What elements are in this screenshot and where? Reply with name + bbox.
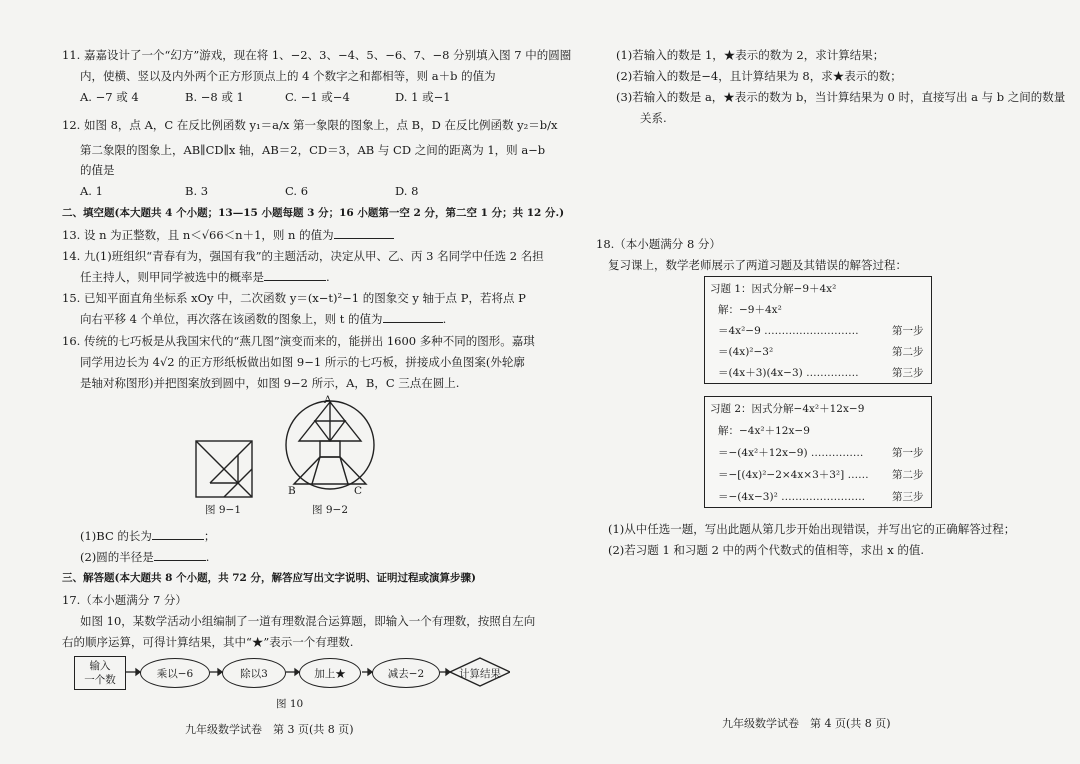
fig9-2-caption: 图 9−2 (312, 504, 348, 516)
ex1-step3: 第三步 (892, 367, 924, 379)
q12-line2: 第二象限的图象上，AB∥CD∥x 轴，AB＝2，CD＝3，AB 与 CD 之间的距离为 1，则 a−b (80, 143, 546, 157)
q12-option-a: A. 1 (80, 184, 103, 198)
q11-option-b: B. −8 或 1 (185, 90, 244, 104)
page4-footer: 九年级数学试卷 第 4 页(共 8 页) (722, 717, 891, 730)
q17-sub3-cont: 关系. (640, 111, 667, 125)
section2-heading: 二、填空题(本大题共 4 个小题；13—15 小题每题 3 分；16 小题第一空 2 分，第二空 1 分；共 12 分.) (62, 207, 565, 219)
q16-line1: 16. 传统的七巧板是从我国宋代的“燕几图”演变而来的，能拼出 1600 多种不同的图形。嘉琪 (62, 334, 535, 348)
point-a-label: A (324, 394, 332, 406)
q16-sub2: (2)圆的半径是 . (80, 550, 210, 564)
ex2-title: 习题 2：因式分解−4x²＋12x−9 (710, 403, 865, 415)
q17-line1: 如图 10，某数学活动小组编制了一道有理数混合运算题，即输入一个有理数，按照自左向 (80, 614, 536, 628)
ex2-line1: 解：−4x²＋12x−9 (718, 425, 810, 437)
q15-line1: 15. 已知平面直角坐标系 xOy 中，二次函数 y＝(x−t)²−1 的图象交 y 轴于点 P，若将点 P (62, 291, 526, 305)
q12-line1: 12. 如图 8，点 A，C 在反比例函数 y₁＝a/x 第一象限的图象上，点 B，D 在反比例函数 y₂＝b/x (62, 118, 558, 132)
flow-input-line2: 一个数 (84, 674, 116, 686)
fish-in-circle-figure (282, 396, 382, 496)
q17-line2: 右的顺序运算，可得计算结果，其中“★”表示一个有理数. (62, 635, 354, 649)
q17-sub1: (1)若输入的数是 1，★表示的数为 2，求计算结果； (616, 48, 885, 62)
q18-heading: 18.（本小题满分 8 分） (596, 237, 721, 251)
q18-intro: 复习课上，数学老师展示了两道习题及其错误的解答过程： (608, 258, 907, 272)
q16-sub1: (1)BC 的长为 ； (80, 529, 216, 543)
q11-option-c: C. −1 或−4 (285, 90, 350, 104)
q18-sub2: (2)若习题 1 和习题 2 中的两个代数式的值相等，求出 x 的值. (608, 543, 924, 557)
flow-result: 计算结果 (459, 668, 501, 680)
flow-add-star: 加上★ (299, 658, 361, 688)
q11-option-d: D. 1 或−1 (395, 90, 451, 104)
flow-divide: 除以3 (222, 658, 286, 688)
ex2-line4: ＝−(4x−3)² …………………… (718, 491, 866, 503)
flow-subtract: 减去−2 (372, 658, 440, 688)
flow-input-box (74, 656, 126, 690)
page3-footer: 九年级数学试卷 第 3 页(共 8 页) (185, 723, 354, 736)
ex2-step1: 第一步 (892, 447, 924, 459)
ex1-title: 习题 1：因式分解−9＋4x² (710, 283, 837, 295)
section3-heading: 三、解答题(本大题共 8 个小题，共 72 分，解答应写出文字说明、证明过程或演算步骤) (62, 572, 476, 584)
q13: 13. 设 n 为正整数，且 n＜√66＜n＋1，则 n 的值为 (62, 228, 394, 242)
ex1-step1: 第一步 (892, 325, 924, 337)
point-c-label: C (354, 485, 363, 497)
q14-line1: 14. 九(1)班组织“青春有为，强国有我”的主题活动，决定从甲、乙、丙 3 名同学中任选 2 名担 (62, 249, 544, 263)
q12-option-d: D. 8 (395, 184, 419, 198)
page-4 (540, 0, 1080, 764)
tangram-square-figure (195, 440, 255, 500)
ex1-line1: 解：−9＋4x² (718, 304, 782, 316)
ex1-step2: 第二步 (892, 346, 924, 358)
point-b-label: B (288, 485, 296, 497)
q12-option-b: B. 3 (185, 184, 209, 198)
q14-line2: 任主持人，则甲同学被选中的概率是 . (80, 270, 330, 284)
q17-sub3: (3)若输入的数是 a，★表示的数为 b，当计算结果为 0 时，直接写出 a 与 b 之间的数量 (616, 90, 1066, 104)
q15-line2: 向右平移 4 个单位，再次落在该函数的图象上，则 t 的值为 . (80, 312, 447, 326)
ex1-line3: ＝(4x)²−3² (718, 346, 774, 358)
ex1-line2: ＝4x²−9 ……………………… (718, 325, 859, 337)
q12-option-c: C. 6 (285, 184, 309, 198)
fig9-1-caption: 图 9−1 (205, 504, 241, 516)
q17-sub2: (2)若输入的数是−4，且计算结果为 8，求★表示的数； (616, 69, 902, 83)
q11-line1: 11. 嘉嘉设计了一个“幻方”游戏，现在将 1、−2、3、−4、5、−6、7、−8 分别填入图 7 中的圆圈 (62, 48, 572, 62)
q11-line2: 内，使横、竖以及内外两个正方形顶点上的 4 个数字之和都相等，则 a＋b 的值为 (80, 69, 496, 83)
q16-line3: 是轴对称图形)并把图案放到圆中，如图 9−2 所示，A，B，C 三点在圆上. (80, 376, 460, 390)
flow-input-line1: 输入 (89, 660, 111, 672)
flowchart-arrows (70, 650, 510, 695)
ex2-step3: 第三步 (892, 491, 924, 503)
q12-line3: 的值是 (80, 163, 115, 177)
ex2-line2: ＝−(4x²＋12x−9) …………… (718, 447, 864, 459)
fig10-caption: 图 10 (276, 698, 304, 710)
flow-multiply: 乘以−6 (140, 658, 210, 688)
q16-line2: 同学用边长为 4√2 的正方形纸板做出如图 9−1 所示的七巧板，拼接成小鱼图案(外轮廓 (80, 355, 525, 369)
ex2-step2: 第二步 (892, 469, 924, 481)
q17-heading: 17.（本小题满分 7 分） (62, 593, 187, 607)
ex1-line4: ＝(4x＋3)(4x−3) …………… (718, 367, 859, 379)
ex2-line3: ＝−[(4x)²−2×4x×3＋3²] …… (718, 469, 869, 481)
q11-option-a: A. −7 或 4 (80, 90, 139, 104)
q18-sub1: (1)从中任选一题，写出此题从第几步开始出现错误，并写出它的正确解答过程； (608, 522, 1016, 536)
